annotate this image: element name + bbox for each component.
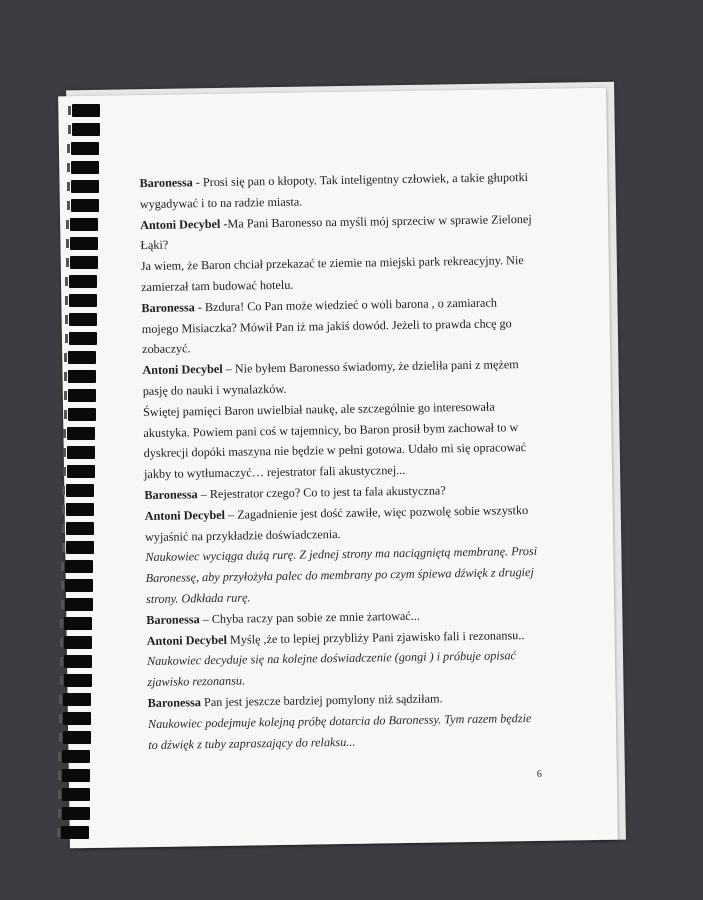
line-text: - Prosi się pan o kłopoty. Tak inteligentny człowiek, a takie głupotki <box>192 169 529 190</box>
spiral-binding <box>68 96 98 846</box>
line-text: Baronessę, aby przyłożyła palec do membrany po czym śpiewa dźwięk z drugiej <box>145 565 534 586</box>
speaker-name: Baronessa <box>141 300 195 315</box>
binding-ring <box>68 351 96 364</box>
line-text: Naukowiec decyduje się na kolejne doświadczenie (gongi ) i próbuje opisać <box>146 648 516 669</box>
binding-ring <box>64 655 92 668</box>
binding-ring <box>70 256 98 269</box>
line-text: Ja wiem, że Baron chciał przekazać te ziemie na miejski park rekreacyjny. Nie <box>140 253 524 274</box>
line-text: – Rejestrator czego? Co to jest ta fala akustyczna? <box>197 483 446 502</box>
line-text: -Ma Pani Baronesso na myśli mój sprzeciw w sprawie Zielonej <box>220 211 532 231</box>
binding-ring <box>66 541 94 554</box>
line-text: Myślę ,że to lepiej przybliży Pani zjawisko fali i rezonansu.. <box>226 627 525 647</box>
binding-ring <box>69 275 97 288</box>
binding-ring <box>62 750 90 763</box>
binding-ring <box>70 218 98 231</box>
line-text: wygadywać i to na radzie miasta. <box>139 194 303 211</box>
binding-ring <box>63 731 91 744</box>
binding-ring <box>71 142 99 155</box>
binding-ring <box>71 199 99 212</box>
line-text: pasję do nauki i wynalazków. <box>142 381 287 399</box>
binding-ring <box>68 370 96 383</box>
speaker-name: Baronessa <box>139 175 193 191</box>
line-text: to dźwięk z tuby zapraszający do relaksu... <box>148 734 356 752</box>
script-text <box>139 167 548 756</box>
binding-ring <box>62 788 90 801</box>
line-text: zobaczyć. <box>142 341 191 357</box>
line-text: wyjaśnić na przykładzie doświadczenia. <box>144 526 341 544</box>
line-text: – Chyba raczy pan sobie ze mnie żartować... <box>199 608 421 626</box>
binding-ring <box>71 161 99 174</box>
line-text: Pan jest jeszcze bardziej pomylony niż sądziłam. <box>200 691 443 710</box>
binding-ring <box>68 389 96 402</box>
line-text: mojego Misiaczka? Mówił Pan iż ma jakiś dowód. Jeżeli to prawda chcę go <box>141 315 512 336</box>
binding-ring <box>69 332 97 345</box>
binding-ring <box>70 237 98 250</box>
binding-ring <box>66 484 94 497</box>
binding-ring <box>67 427 95 440</box>
line-text: Naukowiec wyciąga dużą rurę. Z jednej strony ma naciągniętą membranę. Prosi <box>145 544 538 565</box>
line-text: Naukowiec podejmuje kolejną próbę dotarcia do Baronessy. Tym razem będzie <box>147 710 532 731</box>
binding-ring <box>64 674 92 687</box>
binding-ring <box>64 617 92 630</box>
line-text: Świętej pamięci Baron uwielbiał naukę, ale szczególnie go interesowała <box>142 399 495 419</box>
binding-ring <box>69 294 97 307</box>
speaker-name: Baronessa <box>144 487 198 502</box>
script-page <box>58 88 618 849</box>
line-text: – Zagadnienie jest dość zawiłe, więc pozwolę sobie wszystko <box>224 502 529 522</box>
binding-ring <box>65 560 93 573</box>
line-text: Łąki? <box>140 238 169 253</box>
speaker-name: Baronessa <box>146 611 200 627</box>
binding-ring <box>65 598 93 611</box>
binding-ring <box>63 712 91 725</box>
binding-ring <box>67 446 95 459</box>
speaker-name: Antoni Decybel <box>142 361 223 378</box>
binding-ring <box>67 465 95 478</box>
line-text: jakby to wytłumaczyć… rejestrator fali akustycznej... <box>143 463 406 482</box>
speaker-name: Antoni Decybel <box>140 216 221 232</box>
binding-ring <box>62 807 90 820</box>
line-text: zamierzał tam budować hotelu. <box>141 277 294 295</box>
binding-ring <box>65 579 93 592</box>
speaker-name: Baronessa <box>147 695 202 710</box>
binding-ring <box>72 123 100 136</box>
binding-ring <box>66 503 94 516</box>
binding-ring <box>68 408 96 421</box>
binding-ring <box>63 693 91 706</box>
binding-ring <box>61 826 89 839</box>
binding-ring <box>71 180 99 193</box>
binding-ring <box>72 104 100 117</box>
line-text: – Nie byłem Baronesso świadomy, że dzieliła pani z mężem <box>222 357 519 376</box>
page-number: 6 <box>536 768 542 780</box>
speaker-name: Antoni Decybel <box>146 632 228 648</box>
binding-ring <box>66 522 94 535</box>
binding-ring <box>62 769 90 782</box>
line-text: dyskrecji dopóki maszyna nie będzie w pełni gotowa. Udało mi się opracować <box>143 440 527 461</box>
speaker-name: Antoni Decybel <box>144 507 226 523</box>
line-text: akustyka. Powiem pani coś w tajemnicy, bo Baron prosił bym zachował to w <box>143 419 519 440</box>
line-text: strony. Odkłada rurę. <box>145 590 251 606</box>
binding-ring <box>64 636 92 649</box>
line-text: zjawisko rezonansu. <box>147 673 246 690</box>
binding-ring <box>69 313 97 326</box>
line-text: - Bzdura! Co Pan może wiedzieć o woli barona , o zamiarach <box>194 295 498 315</box>
